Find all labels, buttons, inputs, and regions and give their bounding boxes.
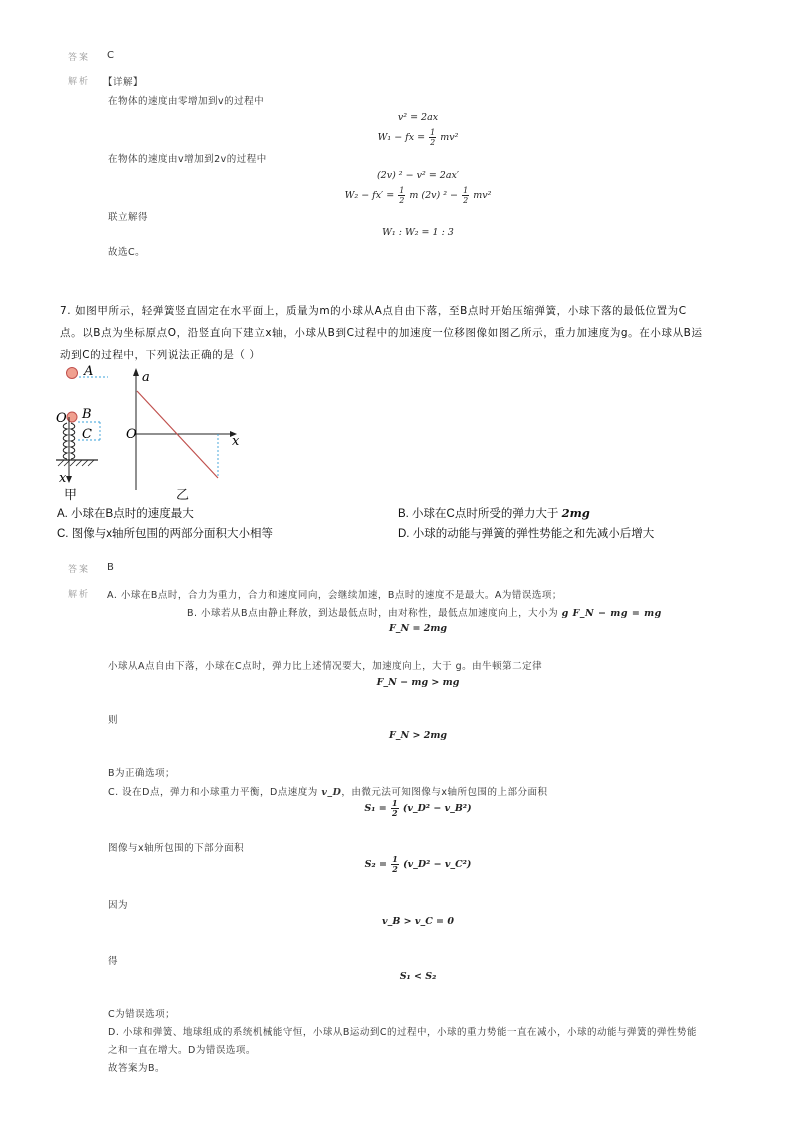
arrow-down-icon	[66, 476, 72, 483]
equation: W₁ : W₂ = 1 : 3	[382, 227, 454, 238]
equation: S₁ < S₂	[399, 971, 437, 982]
analysis-label: 解析	[68, 590, 91, 600]
analysis-line: 图像与x轴所包围的下部分面积	[108, 843, 245, 854]
label-a: A	[84, 364, 94, 379]
answer-value: C	[107, 50, 114, 61]
equation: W₂ − fx′ = $\frac{1}{2}$ m (2v) ² − $\frac{1}{2}$ mv²	[344, 186, 492, 205]
analysis-line: 故选C。	[108, 247, 146, 258]
label-b: B	[82, 407, 92, 422]
ball-at-a-icon	[67, 368, 78, 379]
equation: W₁ − fx = $\frac{1}{2}$ mv²	[377, 128, 459, 147]
label-x-left: x	[59, 471, 67, 486]
detail-tag: 【详解】	[103, 77, 144, 88]
answer-label: 答案	[68, 565, 91, 575]
analysis-line: 得	[108, 956, 119, 967]
analysis-label: 解析	[68, 77, 91, 87]
equation: F_N − mg > mg	[376, 677, 460, 688]
label-o-origin: O	[126, 427, 137, 442]
analysis-line: 联立解得	[108, 212, 149, 223]
option-c[interactable]: C. 图像与x轴所包围的两部分面积大小相等	[57, 528, 273, 540]
question-stem: 7. 如图甲所示，轻弹簧竖直固定在水平面上，质量为m的小球从A点自由下落，至B点时开始压缩弹簧，小球下落的最低位置为C	[60, 305, 687, 317]
analysis-line: A. 小球在B点时，合力为重力，合力和速度同向，会继续加速，B点时的速度不是最大。A为错误选项；	[107, 590, 562, 601]
physics-figure	[50, 362, 270, 502]
equation: (2v) ² − v² = 2ax′	[376, 170, 460, 181]
question-stem: 点。以B点为坐标原点O，沿竖直向下建立x轴，小球从B到C过程中的加速度一位移图像如图乙所示，重力加速度为g。在小球从B运	[60, 327, 703, 339]
option-b[interactable]: B. 小球在C点时所受的弹力大于 2mg	[398, 506, 590, 520]
caption-jia: 甲	[64, 488, 78, 502]
equation: v² = 2ax	[397, 112, 439, 123]
analysis-line: 在物体的速度由零增加到v的过程中	[108, 96, 265, 107]
equation: F_N > 2mg	[388, 730, 448, 741]
analysis-line: B为正确选项；	[108, 768, 176, 779]
equation: S₁ = $\frac{1}{2}$ (v_D² − v_B²)	[364, 798, 472, 818]
analysis-line: C. 设在D点，弹力和小球重力平衡，D点速度为 v_D，由微元法可知图像与x轴所包围的上部分面积	[108, 787, 548, 798]
label-c: C	[82, 427, 92, 442]
question-stem: 动到C的过程中，下列说法正确的是（ ）	[60, 349, 261, 361]
option-a[interactable]: A. 小球在B点时的速度最大	[57, 508, 194, 520]
analysis-line: C为错误选项；	[108, 1009, 176, 1020]
analysis-line: 在物体的速度由v增加到2v的过程中	[108, 154, 267, 165]
label-x-axis: x	[232, 434, 240, 449]
label-a-axis: a	[142, 370, 150, 385]
analysis-line: 则	[108, 715, 119, 726]
spring-icon	[63, 423, 67, 459]
analysis-line: D. 小球和弹簧、地球组成的系统机械能守恒，小球从B运动到C的过程中，小球的重力势能一直在减小，小球的动能与弹簧的弹性势能	[108, 1027, 698, 1038]
ground-hatch	[58, 460, 94, 466]
analysis-line: 因为	[108, 900, 129, 911]
equation: v_B > v_C = 0	[382, 916, 454, 927]
analysis-line: 之和一直在增大。D为错误选项。	[108, 1045, 256, 1056]
answer-label: 答案	[68, 53, 91, 63]
analysis-line: B. 小球若从B点由静止释放，到达最低点时，由对称性，最低点加速度向上，大小为 g F_N − mg = mg	[187, 608, 662, 619]
label-o: O	[56, 411, 67, 426]
equation: F_N = 2mg	[388, 623, 448, 634]
option-d[interactable]: D. 小球的动能与弹簧的弹性势能之和先减小后增大	[398, 528, 655, 540]
analysis-line: 故答案为B。	[108, 1063, 166, 1074]
analysis-line: 小球从A点自由下落，小球在C点时，弹力比上述情况要大，加速度向上，大于 g。由牛顿第二定律	[108, 661, 543, 672]
answer-value: B	[107, 562, 114, 573]
equation: S₂ = $\frac{1}{2}$ (v_D² − v_C²)	[364, 854, 472, 874]
arrow-up-icon	[133, 368, 139, 376]
caption-yi: 乙	[176, 488, 190, 502]
